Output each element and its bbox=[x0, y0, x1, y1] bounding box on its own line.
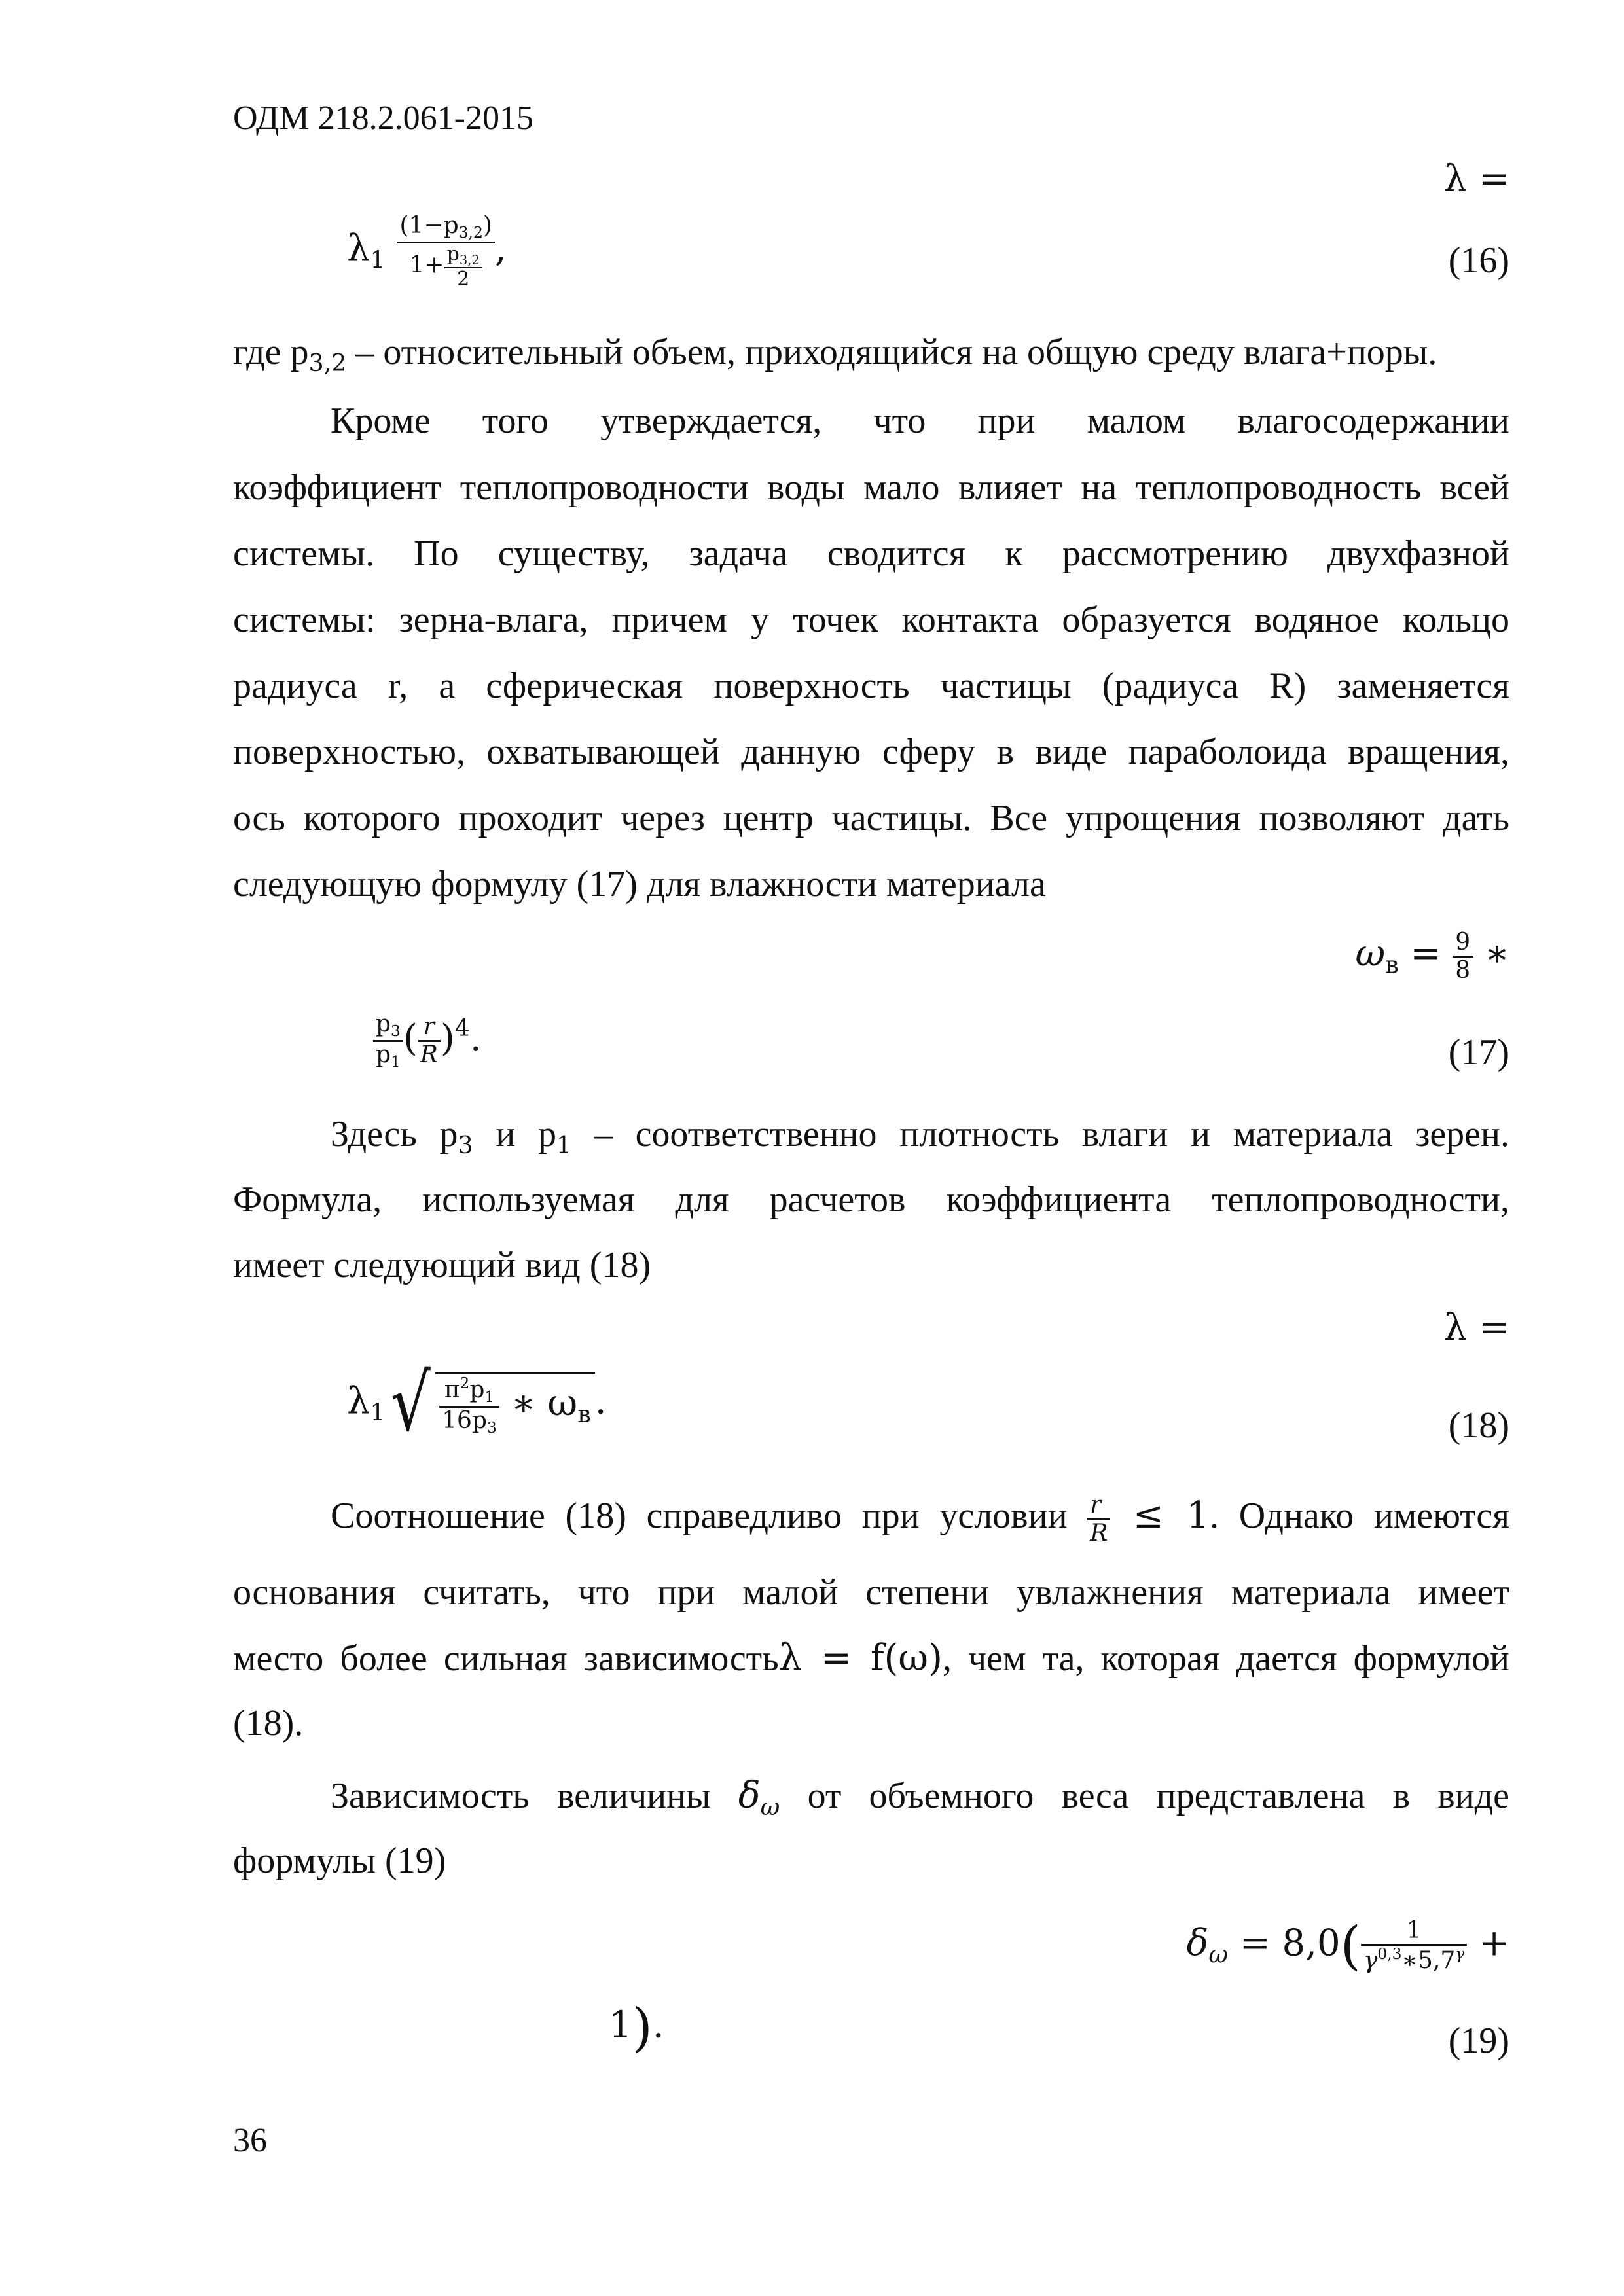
eq18-pi: π bbox=[444, 1376, 460, 1403]
eq18-den-text: 16p bbox=[442, 1407, 487, 1434]
para1-line-4: системы: зерна-влага, причем у точек контакта образуется водяное кольцо bbox=[233, 600, 1509, 640]
eq19-delta-sub: ω bbox=[1208, 1940, 1229, 1969]
eq16-body bbox=[347, 213, 507, 290]
eq19-lhs bbox=[1187, 1914, 1509, 1977]
eq19-body bbox=[609, 1996, 664, 2059]
para4-delta: δ bbox=[738, 1774, 761, 1817]
eq19-close: ) bbox=[632, 1997, 653, 2058]
eq19-star-57: ∗5,7 bbox=[1401, 1947, 1456, 1975]
eq17-density-num bbox=[373, 1011, 403, 1040]
eq17-p3-sub: 3 bbox=[391, 1022, 401, 1041]
para1-line-2: коэффициент теплопроводности воды мало влияет на теплопроводность всей bbox=[233, 467, 1509, 508]
para2-sub3: 3 bbox=[458, 1130, 473, 1159]
eq17-p3: p bbox=[376, 1011, 391, 1037]
para1-line-7: ось которого проходит через центр частицы. Все упрощения позволяют дать bbox=[233, 798, 1509, 838]
eq17-frac-den: 8 bbox=[1453, 956, 1473, 984]
eq18-pi-sup: 2 bbox=[460, 1373, 470, 1392]
eq17-number: (17) bbox=[1448, 1032, 1509, 1073]
eq17-open: ( bbox=[403, 1016, 418, 1060]
eq17-power: 4 bbox=[454, 1013, 470, 1042]
eq18-p1: p bbox=[469, 1376, 485, 1403]
eq17-p1: p bbox=[376, 1041, 391, 1068]
para3-text-b: . Однако имеются bbox=[1210, 1495, 1509, 1536]
para3-text-c: место более сильная зависимость bbox=[233, 1638, 779, 1679]
eq16-inner-den: 2 bbox=[444, 267, 482, 290]
eq16-den-prefix: 1+ bbox=[409, 251, 444, 279]
eq18-body bbox=[347, 1358, 607, 1449]
eq18-den bbox=[439, 1406, 499, 1437]
eq16-inner-num bbox=[444, 243, 482, 267]
eq17-close: ) bbox=[440, 1016, 455, 1060]
where16-prefix-sub: 3,2 bbox=[308, 348, 347, 377]
eq16-numerator bbox=[397, 213, 494, 242]
eq17-frac-num: 9 bbox=[1455, 929, 1471, 956]
para4-line-2: формулы (19) bbox=[233, 1840, 446, 1881]
eq17-r: r bbox=[423, 1013, 435, 1041]
para3-text-d: , чем та, которая дается формулой bbox=[942, 1638, 1509, 1679]
para3-line-1 bbox=[331, 1492, 1509, 1546]
where16-prefix: где p bbox=[233, 332, 309, 372]
para3-line-3 bbox=[233, 1636, 1509, 1681]
where16-line bbox=[233, 331, 1437, 378]
para3-leq: ≤ 1 bbox=[1110, 1494, 1210, 1537]
eq16-lhs: λ = bbox=[1443, 158, 1509, 200]
para2-sub1: 1 bbox=[556, 1130, 572, 1159]
para3-r: r bbox=[1090, 1492, 1102, 1518]
eq18-omega-sub: в bbox=[577, 1399, 591, 1428]
para4-delta-sub: ω bbox=[760, 1792, 780, 1821]
eq17-tail: . bbox=[469, 1016, 482, 1060]
para2-line-3: имеет следующий вид (18) bbox=[233, 1245, 651, 1285]
eq16-tail: , bbox=[494, 227, 507, 270]
para1-line-3: системы. По существу, задача сводится к рассмотрению двухфазной bbox=[233, 533, 1509, 574]
eq17-lhs bbox=[1356, 929, 1509, 983]
para4-text-a: Зависимость величины bbox=[331, 1776, 711, 1816]
para2-line-1 bbox=[331, 1113, 1509, 1160]
eq16-denominator bbox=[397, 242, 494, 290]
eq18-den-sub: 3 bbox=[486, 1418, 497, 1437]
eq19-eq: = 8,0 bbox=[1228, 1922, 1341, 1965]
eq16-coef-sub: 1 bbox=[370, 245, 386, 274]
para1-line-1: Кроме того утверждается, что при малом влагосодержании bbox=[331, 401, 1509, 441]
para3-formula: λ = f(ω) bbox=[778, 1637, 943, 1679]
eq17-R: R bbox=[418, 1040, 441, 1068]
eq19-tail: . bbox=[652, 2003, 664, 2047]
eq18-coef-sub: 1 bbox=[370, 1398, 386, 1427]
eq18-number: (18) bbox=[1448, 1405, 1509, 1446]
eq18-fraction bbox=[439, 1375, 499, 1437]
eq17-star: ∗ bbox=[1473, 932, 1509, 975]
eq18-lhs: λ = bbox=[1443, 1306, 1509, 1349]
eq16-inner-fraction bbox=[444, 243, 482, 290]
eq17-p1-sub: 1 bbox=[391, 1052, 401, 1071]
para1-line-6: поверхностью, охватывающей данную сферу в виде параболоида вращения, bbox=[233, 732, 1509, 772]
para1-line-5: радиуса r, а сферическая поверхность частицы (радиуса R) заменяется bbox=[233, 666, 1509, 706]
para3-r-over-R bbox=[1087, 1492, 1110, 1546]
eq17-density-frac bbox=[373, 1011, 403, 1071]
para4-text-b: от объемного веса представлена в виде bbox=[807, 1776, 1510, 1816]
para3-text-a: Соотношение (18) справедливо при условии bbox=[331, 1495, 1068, 1536]
eq19-open: ( bbox=[1340, 1915, 1361, 1976]
eq17-eq: = bbox=[1398, 932, 1453, 975]
eq18-tail: . bbox=[594, 1380, 607, 1423]
eq18-num bbox=[439, 1375, 499, 1406]
eq19-fraction bbox=[1361, 1918, 1467, 1973]
eq16-inner-num-sub: 3,2 bbox=[459, 252, 480, 268]
eq19-one: 1 bbox=[609, 2003, 632, 2047]
eq19-delta: δ bbox=[1186, 1922, 1209, 1965]
para2-text-a: Здесь p bbox=[331, 1114, 458, 1155]
para2-line-2: Формула, используемая для расчетов коэффициента теплопроводности, bbox=[233, 1179, 1509, 1220]
eq19-gamma-sup: 0,3 bbox=[1377, 1944, 1402, 1963]
sqrt-icon: √ bbox=[390, 1358, 431, 1449]
eq17-body bbox=[373, 1011, 482, 1071]
eq16-fraction bbox=[397, 213, 494, 290]
para3-line-4: (18). bbox=[233, 1703, 304, 1744]
para2-text-c: – соответственно плотность влаги и материала зерен. bbox=[571, 1114, 1510, 1155]
eq19-frac-num: 1 bbox=[1406, 1917, 1422, 1945]
eq17-r-over-R bbox=[418, 1014, 441, 1067]
para1-line-8: следующую формулу (17) для влажности материала bbox=[233, 864, 1046, 905]
where16-text: – относительный объем, приходящийся на общую среду влага+поры. bbox=[346, 332, 1437, 372]
eq16-num-sub: 3,2 bbox=[458, 223, 483, 242]
eq17-density-den bbox=[373, 1040, 403, 1071]
eq17-nine-eighths bbox=[1453, 929, 1473, 983]
para3-line-2: основания считать, что при малой степени увлажнения материала имеет bbox=[233, 1572, 1509, 1613]
eq19-gamma-sup2: γ bbox=[1455, 1944, 1465, 1963]
eq18-star-omega: ∗ ω bbox=[499, 1382, 578, 1424]
para4-line-1 bbox=[331, 1774, 1509, 1821]
eq19-gamma: γ bbox=[1363, 1947, 1378, 1975]
eq19-frac-den bbox=[1361, 1944, 1467, 1974]
page-number: 36 bbox=[233, 2122, 267, 2159]
para2-text-b: и p bbox=[473, 1114, 557, 1155]
eq16-num-text: (1−p bbox=[399, 212, 459, 239]
eq16-number: (16) bbox=[1448, 240, 1509, 281]
eq18-radicand bbox=[435, 1372, 595, 1437]
eq17-omega: ω bbox=[1355, 932, 1386, 975]
eq16-num-close: ) bbox=[482, 212, 492, 239]
eq16-inner-num-text: p bbox=[446, 242, 460, 266]
eq17-omega-sub: в bbox=[1385, 950, 1399, 979]
eq18-p1-sub: 1 bbox=[484, 1387, 495, 1406]
eq19-plus: + bbox=[1467, 1922, 1509, 1965]
document-code: ОДМ 218.2.061-2015 bbox=[233, 99, 533, 137]
eq19-number: (19) bbox=[1448, 2020, 1509, 2061]
eq18-coef: λ bbox=[347, 1380, 370, 1423]
eq16-coef: λ bbox=[347, 227, 370, 270]
para3-R: R bbox=[1087, 1518, 1110, 1547]
